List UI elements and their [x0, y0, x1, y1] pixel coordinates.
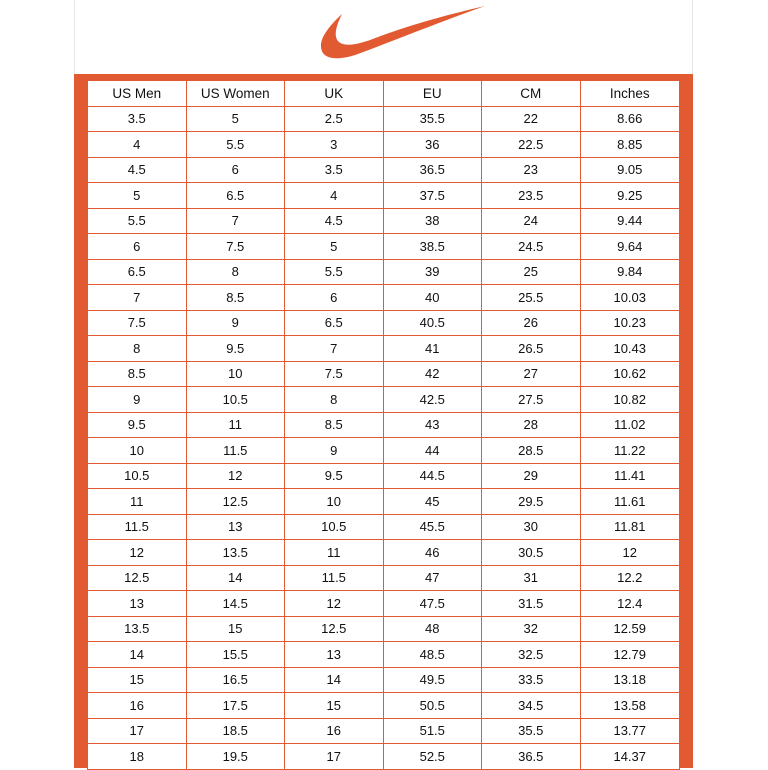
table-row [88, 259, 680, 285]
table-cell: 6 [88, 234, 187, 260]
table-cell: 48 [383, 616, 482, 642]
table-row [88, 642, 680, 668]
table-cell: 49.5 [383, 667, 482, 693]
table-cell: 35.5 [383, 106, 482, 132]
table-cell: 38 [383, 208, 482, 234]
table-cell: 12.5 [88, 565, 187, 591]
column-header: CM [482, 81, 581, 107]
table-row [88, 489, 680, 515]
table-cell: 4 [285, 183, 384, 209]
table-cell: 26 [482, 310, 581, 336]
table-row [88, 387, 680, 413]
table-cell: 11 [186, 412, 285, 438]
table-cell: 26.5 [482, 336, 581, 362]
table-cell: 29.5 [482, 489, 581, 515]
table-cell: 15.5 [186, 642, 285, 668]
table-cell: 11.5 [88, 514, 187, 540]
table-cell: 9.44 [580, 208, 680, 234]
table-cell: 29 [482, 463, 581, 489]
table-cell: 11.5 [186, 438, 285, 464]
table-cell: 7 [285, 336, 384, 362]
table-row [88, 565, 680, 591]
table-cell: 9.5 [285, 463, 384, 489]
table-cell: 48.5 [383, 642, 482, 668]
table-cell: 4.5 [285, 208, 384, 234]
table-row [88, 616, 680, 642]
table-row [88, 361, 680, 387]
table-cell: 13.77 [580, 718, 680, 744]
table-row [88, 285, 680, 311]
table-cell: 10.23 [580, 310, 680, 336]
table-cell: 23.5 [482, 183, 581, 209]
table-cell: 23 [482, 157, 581, 183]
table-cell: 42 [383, 361, 482, 387]
table-cell: 15 [88, 667, 187, 693]
table-row [88, 208, 680, 234]
table-cell: 47 [383, 565, 482, 591]
table-cell: 44.5 [383, 463, 482, 489]
table-row [88, 132, 680, 158]
table-cell: 51.5 [383, 718, 482, 744]
table-cell: 43 [383, 412, 482, 438]
table-cell: 31 [482, 565, 581, 591]
table-row [88, 157, 680, 183]
table-cell: 24 [482, 208, 581, 234]
table-cell: 13 [186, 514, 285, 540]
table-row [88, 718, 680, 744]
table-row [88, 234, 680, 260]
table-cell: 13 [285, 642, 384, 668]
table-cell: 3 [285, 132, 384, 158]
table-cell: 7 [186, 208, 285, 234]
table-cell: 9.25 [580, 183, 680, 209]
table-cell: 6 [285, 285, 384, 311]
table-cell: 6.5 [186, 183, 285, 209]
table-cell: 9.5 [186, 336, 285, 362]
table-cell: 10.5 [285, 514, 384, 540]
table-cell: 5 [285, 234, 384, 260]
table-cell: 52.5 [383, 744, 482, 770]
table-cell: 6.5 [285, 310, 384, 336]
table-cell: 22.5 [482, 132, 581, 158]
column-header: US Men [88, 81, 187, 107]
table-row [88, 412, 680, 438]
table-cell: 31.5 [482, 591, 581, 617]
table-row [88, 540, 680, 566]
table-cell: 15 [285, 693, 384, 719]
table-cell: 50.5 [383, 693, 482, 719]
table-row [88, 514, 680, 540]
table-cell: 13 [88, 591, 187, 617]
table-cell: 9.5 [88, 412, 187, 438]
table-cell: 5.5 [285, 259, 384, 285]
table-row [88, 438, 680, 464]
table-row [88, 106, 680, 132]
table-cell: 11.81 [580, 514, 680, 540]
table-cell: 34.5 [482, 693, 581, 719]
table-cell: 39 [383, 259, 482, 285]
table-cell: 11.5 [285, 565, 384, 591]
table-cell: 10.5 [186, 387, 285, 413]
table-cell: 10 [186, 361, 285, 387]
table-cell: 9 [88, 387, 187, 413]
table-cell: 19.5 [186, 744, 285, 770]
table-cell: 8.66 [580, 106, 680, 132]
table-row [88, 310, 680, 336]
table-cell: 9 [186, 310, 285, 336]
table-cell: 14.37 [580, 744, 680, 770]
table-cell: 6 [186, 157, 285, 183]
table-cell: 10.82 [580, 387, 680, 413]
table-cell: 24.5 [482, 234, 581, 260]
table-cell: 8.85 [580, 132, 680, 158]
table-cell: 7.5 [285, 361, 384, 387]
column-header: EU [383, 81, 482, 107]
table-cell: 16.5 [186, 667, 285, 693]
table-cell: 16 [285, 718, 384, 744]
table-cell: 45 [383, 489, 482, 515]
table-cell: 30 [482, 514, 581, 540]
table-cell: 11.61 [580, 489, 680, 515]
table-cell: 28.5 [482, 438, 581, 464]
column-header: US Women [186, 81, 285, 107]
table-cell: 10.03 [580, 285, 680, 311]
table-cell: 9.05 [580, 157, 680, 183]
table-cell: 14 [186, 565, 285, 591]
table-cell: 12.5 [186, 489, 285, 515]
table-cell: 12 [88, 540, 187, 566]
table-cell: 46 [383, 540, 482, 566]
table-cell: 3.5 [285, 157, 384, 183]
table-cell: 11.41 [580, 463, 680, 489]
table-cell: 17.5 [186, 693, 285, 719]
table-cell: 28 [482, 412, 581, 438]
table-cell: 9.84 [580, 259, 680, 285]
table-cell: 10 [285, 489, 384, 515]
table-cell: 27 [482, 361, 581, 387]
table-cell: 13.5 [186, 540, 285, 566]
column-header: Inches [580, 81, 680, 107]
table-cell: 15 [186, 616, 285, 642]
table-cell: 8.5 [88, 361, 187, 387]
table-cell: 18.5 [186, 718, 285, 744]
table-cell: 10 [88, 438, 187, 464]
table-cell: 8.5 [186, 285, 285, 311]
table-cell: 30.5 [482, 540, 581, 566]
table-cell: 12.79 [580, 642, 680, 668]
table-cell: 47.5 [383, 591, 482, 617]
table-row [88, 591, 680, 617]
table-cell: 3.5 [88, 106, 187, 132]
table-cell: 44 [383, 438, 482, 464]
table-cell: 40.5 [383, 310, 482, 336]
table-cell: 12.2 [580, 565, 680, 591]
table-cell: 8 [88, 336, 187, 362]
table-cell: 14 [285, 667, 384, 693]
table-cell: 4.5 [88, 157, 187, 183]
swoosh-logo-icon [320, 4, 486, 62]
table-cell: 33.5 [482, 667, 581, 693]
table-cell: 9.64 [580, 234, 680, 260]
table-cell: 17 [88, 718, 187, 744]
table-row [88, 667, 680, 693]
table-cell: 12 [285, 591, 384, 617]
table-cell: 25.5 [482, 285, 581, 311]
table-cell: 36 [383, 132, 482, 158]
table-cell: 13.58 [580, 693, 680, 719]
table-cell: 12.59 [580, 616, 680, 642]
table-cell: 8 [285, 387, 384, 413]
table-cell: 11.02 [580, 412, 680, 438]
table-cell: 42.5 [383, 387, 482, 413]
table-cell: 13.18 [580, 667, 680, 693]
table-cell: 7 [88, 285, 187, 311]
table-cell: 36.5 [482, 744, 581, 770]
table-cell: 5.5 [186, 132, 285, 158]
table-row [88, 463, 680, 489]
table-cell: 13.5 [88, 616, 187, 642]
table-cell: 4 [88, 132, 187, 158]
table-cell: 17 [285, 744, 384, 770]
table-cell: 7.5 [88, 310, 187, 336]
table-cell: 27.5 [482, 387, 581, 413]
table-cell: 18 [88, 744, 187, 770]
table-cell: 14.5 [186, 591, 285, 617]
table-cell: 41 [383, 336, 482, 362]
table-cell: 8.5 [285, 412, 384, 438]
column-header: UK [285, 81, 384, 107]
table-cell: 16 [88, 693, 187, 719]
table-cell: 11 [285, 540, 384, 566]
table-cell: 9 [285, 438, 384, 464]
table-cell: 37.5 [383, 183, 482, 209]
table-cell: 22 [482, 106, 581, 132]
table-cell: 6.5 [88, 259, 187, 285]
table-cell: 11 [88, 489, 187, 515]
table-cell: 10.43 [580, 336, 680, 362]
table-cell: 12 [186, 463, 285, 489]
table-row [88, 336, 680, 362]
table-cell: 25 [482, 259, 581, 285]
table-cell: 45.5 [383, 514, 482, 540]
table-cell: 32 [482, 616, 581, 642]
table-cell: 40 [383, 285, 482, 311]
table-header-row [88, 81, 680, 107]
table-cell: 5 [88, 183, 187, 209]
table-cell: 14 [88, 642, 187, 668]
table-cell: 12.5 [285, 616, 384, 642]
table-cell: 38.5 [383, 234, 482, 260]
table-cell: 11.22 [580, 438, 680, 464]
size-conversion-table [87, 80, 680, 770]
table-cell: 5 [186, 106, 285, 132]
table-cell: 10.5 [88, 463, 187, 489]
table-row [88, 693, 680, 719]
table-cell: 2.5 [285, 106, 384, 132]
table-row [88, 744, 680, 770]
table-cell: 7.5 [186, 234, 285, 260]
table-cell: 5.5 [88, 208, 187, 234]
table-cell: 35.5 [482, 718, 581, 744]
table-cell: 12 [580, 540, 680, 566]
table-row [88, 183, 680, 209]
table-cell: 12.4 [580, 591, 680, 617]
table-cell: 8 [186, 259, 285, 285]
table-cell: 36.5 [383, 157, 482, 183]
table-cell: 10.62 [580, 361, 680, 387]
table-cell: 32.5 [482, 642, 581, 668]
